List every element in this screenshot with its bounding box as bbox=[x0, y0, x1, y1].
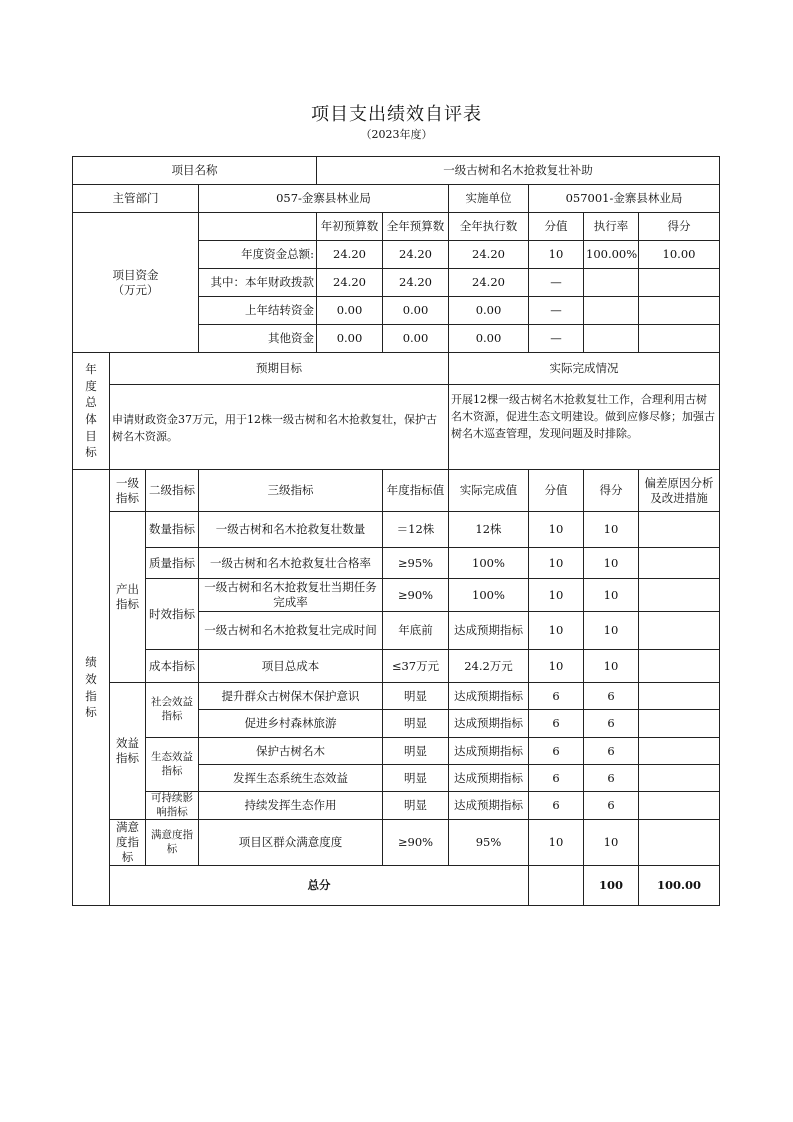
funds-row-executed: 24.20 bbox=[449, 241, 529, 269]
perf-row-actual: 达成预期指标 bbox=[449, 738, 529, 765]
perf-row-deviation bbox=[639, 683, 720, 710]
perf-row-name: 保护古树名木 bbox=[199, 738, 383, 765]
goals-label-text: 年度总体目标 bbox=[85, 361, 97, 460]
perf-row-score: 6 bbox=[584, 683, 639, 710]
dept-value: 057-金寨县林业局 bbox=[199, 185, 449, 213]
perf-row-name: 一级古树和名木抢救复壮合格率 bbox=[199, 548, 383, 579]
perf-row-name: 发挥生态系统生态效益 bbox=[199, 765, 383, 792]
quality-label: 质量指标 bbox=[146, 548, 199, 579]
funds-header-annual: 全年预算数 bbox=[383, 213, 449, 241]
perf-row-target: ≥90% bbox=[383, 579, 449, 612]
funds-header-score: 得分 bbox=[639, 213, 720, 241]
funds-row-rate bbox=[584, 297, 639, 325]
funds-row-label: 其他资金 bbox=[199, 325, 317, 353]
perf-row bbox=[73, 738, 720, 765]
perf-row-name: 项目区群众满意度度 bbox=[199, 820, 383, 866]
perf-header-deviation: 偏差原因分析及改进措施 bbox=[639, 470, 720, 512]
perf-header-score: 得分 bbox=[584, 470, 639, 512]
perf-header-l2: 二级指标 bbox=[146, 470, 199, 512]
funds-row-score: 10.00 bbox=[639, 241, 720, 269]
perf-row-score-value: 10 bbox=[529, 820, 584, 866]
perf-row-actual: 达成预期指标 bbox=[449, 710, 529, 738]
perf-row-actual: 100% bbox=[449, 548, 529, 579]
perf-row-score: 6 bbox=[584, 792, 639, 820]
eco-label: 生态效益指标 bbox=[146, 738, 199, 792]
perf-label-text: 绩效指标 bbox=[85, 655, 97, 720]
perf-row-actual: 达成预期指标 bbox=[449, 765, 529, 792]
funds-row-score-value: 10 bbox=[529, 241, 584, 269]
perf-row bbox=[73, 579, 720, 612]
funds-row-executed: 0.00 bbox=[449, 297, 529, 325]
goals-expected-text: 申请财政资金37万元，用于12株一级古树和名木抢救复壮，保护古树名木资源。 bbox=[110, 385, 449, 470]
perf-row-name: 一级古树和名木抢救复壮完成时间 bbox=[199, 612, 383, 650]
perf-row-actual: 达成预期指标 bbox=[449, 612, 529, 650]
satisfaction-label: 满意度指标 bbox=[110, 820, 146, 866]
perf-row bbox=[73, 792, 720, 820]
perf-row-actual: 24.2万元 bbox=[449, 650, 529, 683]
dept-row bbox=[73, 185, 720, 213]
perf-row-target: 明显 bbox=[383, 710, 449, 738]
project-name-row bbox=[73, 157, 720, 185]
sustain-label: 可持续影响指标 bbox=[146, 792, 199, 820]
perf-row-score: 10 bbox=[584, 512, 639, 548]
project-name-label: 项目名称 bbox=[73, 157, 317, 185]
perf-row-target: 明显 bbox=[383, 765, 449, 792]
perf-row-score: 10 bbox=[584, 612, 639, 650]
perf-row-score-value: 6 bbox=[529, 710, 584, 738]
goals-actual-header: 实际完成情况 bbox=[449, 353, 720, 385]
funds-header-rate: 执行率 bbox=[584, 213, 639, 241]
perf-row-actual: 达成预期指标 bbox=[449, 683, 529, 710]
funds-row-annual: 24.20 bbox=[383, 269, 449, 297]
quantity-label: 数量指标 bbox=[146, 512, 199, 548]
funds-header-row bbox=[73, 213, 720, 241]
time-label: 时效指标 bbox=[146, 579, 199, 650]
perf-header-actual: 实际完成值 bbox=[449, 470, 529, 512]
funds-row-executed: 24.20 bbox=[449, 269, 529, 297]
impl-label: 实施单位 bbox=[449, 185, 529, 213]
impl-value: 057001-金寨县林业局 bbox=[529, 185, 720, 213]
perf-label bbox=[73, 470, 110, 906]
perf-row-target: 明显 bbox=[383, 683, 449, 710]
funds-header-initial: 年初预算数 bbox=[317, 213, 383, 241]
page-title: 项目支出绩效自评表 bbox=[311, 104, 482, 125]
perf-row-target: ≤37万元 bbox=[383, 650, 449, 683]
page-subtitle: （2023年度） bbox=[360, 128, 433, 141]
social-label: 社会效益指标 bbox=[146, 683, 199, 738]
funds-row-executed: 0.00 bbox=[449, 325, 529, 353]
perf-row-target: 明显 bbox=[383, 792, 449, 820]
perf-row-target: ≥90% bbox=[383, 820, 449, 866]
funds-label-line2: （万元） bbox=[112, 282, 159, 297]
perf-row-actual: 12株 bbox=[449, 512, 529, 548]
perf-row-score-value: 10 bbox=[529, 650, 584, 683]
funds-label-line1: 项目资金 bbox=[112, 267, 159, 282]
perf-row-name: 持续发挥生态作用 bbox=[199, 792, 383, 820]
funds-row-score-value: — bbox=[529, 269, 584, 297]
perf-row-deviation bbox=[639, 765, 720, 792]
perf-row-actual: 95% bbox=[449, 820, 529, 866]
perf-row-score-value: 6 bbox=[529, 792, 584, 820]
perf-row-name: 促进乡村森林旅游 bbox=[199, 710, 383, 738]
perf-row-score-value: 6 bbox=[529, 683, 584, 710]
perf-row-name: 一级古树和名木抢救复壮当期任务完成率 bbox=[199, 579, 383, 612]
benefit-label: 效益指标 bbox=[110, 683, 146, 820]
perf-row-score: 10 bbox=[584, 650, 639, 683]
funds-row-label: 上年结转资金 bbox=[199, 297, 317, 325]
perf-row-score: 10 bbox=[584, 820, 639, 866]
perf-row-deviation bbox=[639, 612, 720, 650]
perf-row-score-value: 6 bbox=[529, 738, 584, 765]
perf-row-deviation bbox=[639, 579, 720, 612]
total-score: 100.00 bbox=[639, 866, 720, 906]
perf-row-score-value: 10 bbox=[529, 579, 584, 612]
dept-label: 主管部门 bbox=[73, 185, 199, 213]
funds-row-rate: 100.00% bbox=[584, 241, 639, 269]
satisfaction-sub-label: 满意度指标 bbox=[146, 820, 199, 866]
perf-row bbox=[73, 548, 720, 579]
perf-row-deviation bbox=[639, 738, 720, 765]
perf-row bbox=[73, 820, 720, 866]
total-label: 总分 bbox=[110, 866, 529, 906]
funds-row-initial: 0.00 bbox=[317, 297, 383, 325]
perf-row-deviation bbox=[639, 792, 720, 820]
perf-row-score-value: 10 bbox=[529, 512, 584, 548]
goals-content-row bbox=[73, 385, 720, 470]
perf-row-deviation bbox=[639, 820, 720, 866]
funds-row-rate bbox=[584, 269, 639, 297]
perf-row bbox=[73, 683, 720, 710]
goals-header-row bbox=[73, 353, 720, 385]
funds-header-blank bbox=[199, 213, 317, 241]
perf-row-score: 6 bbox=[584, 765, 639, 792]
perf-row-score: 10 bbox=[584, 548, 639, 579]
cost-label: 成本指标 bbox=[146, 650, 199, 683]
perf-row-actual: 达成预期指标 bbox=[449, 792, 529, 820]
perf-row-score-value: 6 bbox=[529, 765, 584, 792]
goals-actual-text: 开展12棵一级古树名木抢救复壮工作，合理利用古树名木资源，促进生态文明建设。做到应修尽修；加强古树名木巡查管理，发现问题及时排除。 bbox=[449, 385, 720, 470]
funds-row-initial: 0.00 bbox=[317, 325, 383, 353]
goals-expected-header: 预期目标 bbox=[110, 353, 449, 385]
perf-row-deviation bbox=[639, 512, 720, 548]
total-row bbox=[73, 866, 720, 906]
perf-header-l1: 一级指标 bbox=[110, 470, 146, 512]
perf-row-name: 一级古树和名木抢救复壮数量 bbox=[199, 512, 383, 548]
funds-row-score bbox=[639, 297, 720, 325]
total-actual-blank bbox=[529, 866, 584, 906]
project-name-value: 一级古树和名木抢救复壮补助 bbox=[317, 157, 720, 185]
perf-row-name: 提升群众古树保木保护意识 bbox=[199, 683, 383, 710]
perf-row bbox=[73, 650, 720, 683]
funds-row-annual: 0.00 bbox=[383, 297, 449, 325]
perf-header-row bbox=[73, 470, 720, 512]
perf-header-l3: 三级指标 bbox=[199, 470, 383, 512]
funds-row-annual: 0.00 bbox=[383, 325, 449, 353]
funds-row-score-value: — bbox=[529, 297, 584, 325]
perf-row-target: 明显 bbox=[383, 738, 449, 765]
perf-row-target: 年底前 bbox=[383, 612, 449, 650]
perf-row-actual: 100% bbox=[449, 579, 529, 612]
funds-row-label: 年度资金总额: bbox=[199, 241, 317, 269]
perf-row-score: 6 bbox=[584, 710, 639, 738]
perf-row-score-value: 10 bbox=[529, 612, 584, 650]
funds-row-initial: 24.20 bbox=[317, 269, 383, 297]
funds-row-initial: 24.20 bbox=[317, 241, 383, 269]
perf-row-target: ≥95% bbox=[383, 548, 449, 579]
perf-row-deviation bbox=[639, 650, 720, 683]
perf-row-deviation bbox=[639, 710, 720, 738]
perf-header-score-value: 分值 bbox=[529, 470, 584, 512]
perf-row-deviation bbox=[639, 548, 720, 579]
perf-row-score-value: 10 bbox=[529, 548, 584, 579]
evaluation-table bbox=[72, 156, 720, 906]
perf-row-name: 项目总成本 bbox=[199, 650, 383, 683]
perf-row-target: ＝12株 bbox=[383, 512, 449, 548]
funds-row-score-value: — bbox=[529, 325, 584, 353]
funds-row-label: 其中：本年财政拨款 bbox=[199, 269, 317, 297]
perf-row-score: 6 bbox=[584, 738, 639, 765]
total-score-value: 100 bbox=[584, 866, 639, 906]
funds-row-annual: 24.20 bbox=[383, 241, 449, 269]
funds-row-score bbox=[639, 325, 720, 353]
funds-header-executed: 全年执行数 bbox=[449, 213, 529, 241]
funds-label bbox=[73, 213, 199, 353]
perf-row-score: 10 bbox=[584, 579, 639, 612]
funds-row-score bbox=[639, 269, 720, 297]
funds-row-rate bbox=[584, 325, 639, 353]
funds-header-score-value: 分值 bbox=[529, 213, 584, 241]
goals-label bbox=[73, 353, 110, 470]
perf-row bbox=[73, 512, 720, 548]
output-label: 产出指标 bbox=[110, 512, 146, 683]
perf-header-target: 年度指标值 bbox=[383, 470, 449, 512]
